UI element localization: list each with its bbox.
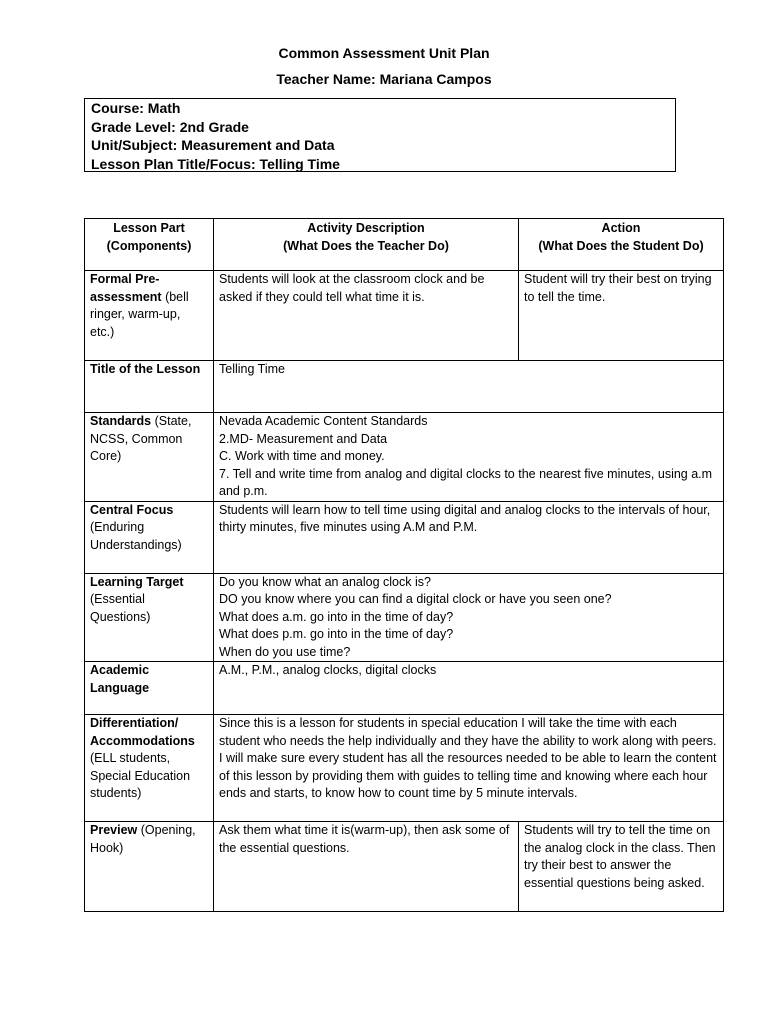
row-label-note: (Essential Questions) <box>90 592 151 624</box>
action-cell: Student will try their best on trying to tell the time. <box>519 271 724 361</box>
activity-cell: Ask them what time it is(warm-up), then ask some of the essential questions. <box>214 822 519 912</box>
standards-line: 2.MD- Measurement and Data <box>219 431 388 446</box>
table-row <box>85 413 724 502</box>
row-label-cell <box>85 573 214 662</box>
course-info-box <box>84 98 676 172</box>
row-label-cell <box>85 715 214 822</box>
activity-cell <box>214 573 724 662</box>
question-line: DO you know where you can find a digital clock or have you seen one? <box>219 592 612 606</box>
table-row <box>85 715 724 822</box>
standards-line: C. Work with time and money. <box>219 449 385 463</box>
row-label-note: (ELL students, Special Education students) <box>90 751 191 800</box>
row-label: Preview <box>90 823 138 837</box>
activity-cell: A.M., P.M., analog clocks, digital clocks <box>214 662 724 715</box>
row-label: Learning Target <box>90 574 184 589</box>
course-line: Course: Math <box>91 100 181 116</box>
question-line: Do you know what an analog clock is? <box>219 574 431 589</box>
header-activity-description <box>214 219 519 271</box>
table-row <box>85 662 724 715</box>
header-text: (What Does the Teacher Do) <box>283 238 449 253</box>
activity-cell: Students will look at the classroom clock and be asked if they could tell what time it is. <box>214 271 519 361</box>
lesson-focus-line: Lesson Plan Title/Focus: Telling Time <box>91 155 340 172</box>
teacher-name: Teacher Name: Mariana Campos <box>276 71 492 87</box>
lesson-plan-table <box>84 218 724 912</box>
row-label-note: (Enduring Understandings) <box>90 520 182 552</box>
row-label-cell <box>85 822 214 912</box>
document-title: Common Assessment Unit Plan <box>278 45 490 61</box>
standards-line: Nevada Academic Content Standards <box>219 414 428 428</box>
question-line: What does p.m. go into in the time of day? <box>219 627 454 641</box>
row-label-cell <box>85 271 214 361</box>
header-text: Action <box>601 221 641 235</box>
header-row <box>85 219 724 271</box>
row-label-note: (bell ringer, warm-up, etc.) <box>90 289 189 339</box>
table-row <box>85 501 724 573</box>
table-row <box>85 822 724 912</box>
row-label: Title of the Lesson <box>90 362 201 376</box>
header-text: Lesson Part <box>113 221 185 235</box>
table-row <box>85 573 724 662</box>
row-label: Academic Language <box>90 663 150 695</box>
activity-cell: Students will learn how to tell time using digital and analog clocks to the intervals of hour, thirty minutes, five minutes using A.M and P.M. <box>214 501 724 573</box>
row-label-cell <box>85 361 214 413</box>
row-label-cell <box>85 501 214 573</box>
header-text: (What Does the Student Do) <box>538 238 704 253</box>
header-action <box>519 219 724 271</box>
table-row <box>85 361 724 413</box>
question-line: When do you use time? <box>219 644 351 659</box>
grade-level-line: Grade Level: 2nd Grade <box>91 118 249 135</box>
header-text: (Components) <box>106 238 192 253</box>
standards-line: 7. Tell and write time from analog and digital clocks to the nearest five minutes, using a.m and p.m. <box>219 466 713 498</box>
row-label-cell <box>85 662 214 715</box>
row-label-note: (State, NCSS, Common Core) <box>90 414 192 463</box>
activity-cell: Telling Time <box>214 361 724 413</box>
row-label-note: (Opening, Hook) <box>90 823 196 855</box>
header-text: Activity Description <box>307 221 425 235</box>
table-row <box>85 271 724 361</box>
question-line: What does a.m. go into in the time of day? <box>219 609 454 624</box>
action-cell: Students will try to tell the time on the analog clock in the class. Then try their best to answer the essential questions being asked. <box>519 822 724 912</box>
row-label: Differentiation/ Accommodations <box>90 716 195 748</box>
row-label: Central Focus <box>90 502 174 517</box>
row-label-cell <box>85 413 214 502</box>
row-label: Formal Pre-assessment <box>90 272 162 304</box>
activity-cell <box>214 413 724 502</box>
row-label: Standards <box>90 414 152 428</box>
activity-cell: Since this is a lesson for students in special education I will take the time with each student who needs the help individually and they have the ability to work along with peers. I will make sure every student has all the resources needed to be able to learn the content of this lesson by providing them with guides to telling time and knowing where each hour ends and starts, to know how to count time by 5 minute intervals. <box>214 715 724 822</box>
unit-subject-line: Unit/Subject: Measurement and Data <box>91 137 335 153</box>
header-lesson-part <box>85 219 214 271</box>
